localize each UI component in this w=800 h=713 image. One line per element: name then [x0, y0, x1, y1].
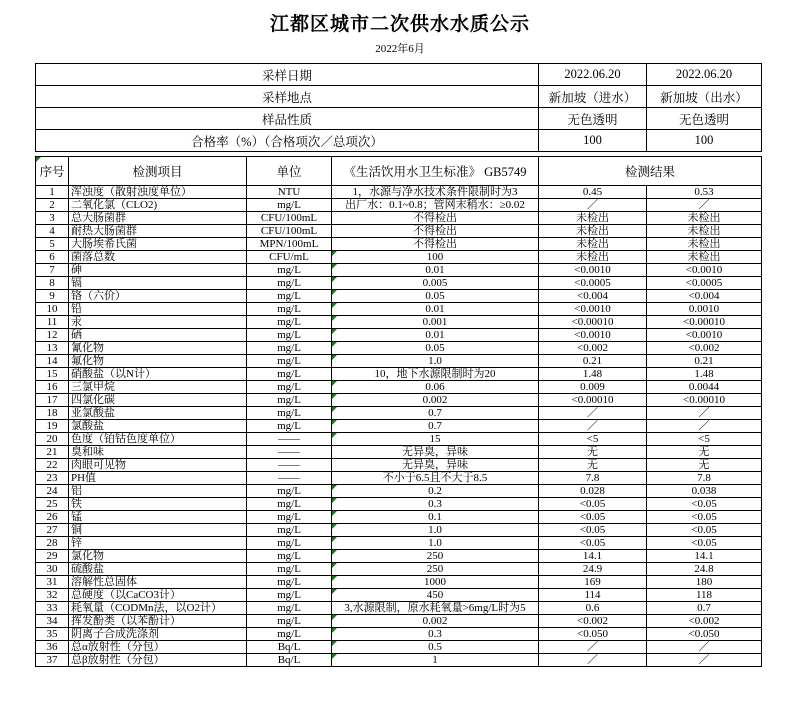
result-outlet: 7.8: [647, 472, 762, 485]
table-row: [36, 277, 762, 290]
item-name: 铅: [69, 303, 247, 316]
item-name: 总大肠菌群: [69, 212, 247, 225]
table-row: [36, 576, 762, 589]
result-inlet: ／: [539, 407, 647, 420]
result-outlet: 0.0044: [647, 381, 762, 394]
result-outlet: <0.050: [647, 628, 762, 641]
result-inlet: <0.00010: [539, 394, 647, 407]
result-outlet: 180: [647, 576, 762, 589]
unit-value: mg/L: [247, 576, 332, 589]
info-value-inlet: 2022.06.20: [539, 64, 647, 86]
standard-value: 10，地下水源限制时为20: [332, 368, 539, 381]
result-outlet: <0.05: [647, 537, 762, 550]
test-results-table: [35, 156, 762, 667]
standard-value: 0.3: [332, 628, 539, 641]
info-row: [36, 108, 762, 130]
row-index: 28: [36, 537, 69, 550]
info-value-outlet: 无色透明: [647, 108, 762, 130]
result-outlet: ／: [647, 420, 762, 433]
standard-value: 0.01: [332, 264, 539, 277]
unit-value: mg/L: [247, 316, 332, 329]
result-inlet: <0.05: [539, 498, 647, 511]
table-row: [36, 641, 762, 654]
standard-value: 250: [332, 563, 539, 576]
table-row: [36, 498, 762, 511]
item-name: 铁: [69, 498, 247, 511]
result-inlet: <0.002: [539, 615, 647, 628]
info-label: 合格率（%）（合格项次／总项次）: [36, 130, 539, 152]
result-outlet: 未检出: [647, 212, 762, 225]
row-index: 37: [36, 654, 69, 667]
result-outlet: <0.05: [647, 524, 762, 537]
standard-value: 0.002: [332, 615, 539, 628]
table-row: [36, 303, 762, 316]
unit-value: mg/L: [247, 355, 332, 368]
standard-value: 0.3: [332, 498, 539, 511]
result-inlet: 0.009: [539, 381, 647, 394]
unit-value: CFU/mL: [247, 251, 332, 264]
info-value-inlet: 无色透明: [539, 108, 647, 130]
row-index: 19: [36, 420, 69, 433]
table-row: [36, 589, 762, 602]
result-outlet: <0.00010: [647, 394, 762, 407]
unit-value: mg/L: [247, 368, 332, 381]
header-index: 序号: [36, 157, 69, 186]
unit-value: MPN/100mL: [247, 238, 332, 251]
item-name: 阴离子合成洗涤剂: [69, 628, 247, 641]
row-index: 1: [36, 186, 69, 199]
unit-value: mg/L: [247, 199, 332, 212]
result-inlet: ／: [539, 199, 647, 212]
info-label: 采样地点: [36, 86, 539, 108]
unit-value: ——: [247, 472, 332, 485]
standard-value: 0.05: [332, 290, 539, 303]
table-row: [36, 433, 762, 446]
result-outlet: <0.05: [647, 511, 762, 524]
info-label: 样品性质: [36, 108, 539, 130]
item-name: 锰: [69, 511, 247, 524]
standard-value: 不得检出: [332, 212, 539, 225]
row-index: 4: [36, 225, 69, 238]
result-inlet: <5: [539, 433, 647, 446]
result-outlet: <0.0005: [647, 277, 762, 290]
table-row: [36, 563, 762, 576]
unit-value: mg/L: [247, 381, 332, 394]
result-outlet: ／: [647, 641, 762, 654]
result-outlet: 0.53: [647, 186, 762, 199]
table-row: [36, 199, 762, 212]
row-index: 3: [36, 212, 69, 225]
row-index: 21: [36, 446, 69, 459]
tables-container: [35, 63, 761, 667]
result-outlet: 无: [647, 446, 762, 459]
table-row: [36, 524, 762, 537]
row-index: 11: [36, 316, 69, 329]
result-inlet: 未检出: [539, 238, 647, 251]
unit-value: mg/L: [247, 394, 332, 407]
item-name: 铬（六价）: [69, 290, 247, 303]
row-index: 20: [36, 433, 69, 446]
result-outlet: <0.002: [647, 615, 762, 628]
standard-value: 0.01: [332, 329, 539, 342]
standard-value: 无异臭，异味: [332, 459, 539, 472]
result-outlet: <0.00010: [647, 316, 762, 329]
item-name: 臭和味: [69, 446, 247, 459]
result-inlet: 14.1: [539, 550, 647, 563]
standard-value: 15: [332, 433, 539, 446]
item-name: 总β放射性（分包）: [69, 654, 247, 667]
result-outlet: 24.8: [647, 563, 762, 576]
result-inlet: <0.0005: [539, 277, 647, 290]
header-unit: 单位: [247, 157, 332, 186]
unit-value: mg/L: [247, 277, 332, 290]
result-outlet: ／: [647, 199, 762, 212]
item-name: 氯酸盐: [69, 420, 247, 433]
unit-value: mg/L: [247, 602, 332, 615]
unit-value: NTU: [247, 186, 332, 199]
result-inlet: <0.004: [539, 290, 647, 303]
standard-value: 0.05: [332, 342, 539, 355]
unit-value: CFU/100mL: [247, 225, 332, 238]
item-name: 亚氯酸盐: [69, 407, 247, 420]
item-name: 大肠埃希氏菌: [69, 238, 247, 251]
table-row: [36, 238, 762, 251]
result-inlet: <0.05: [539, 537, 647, 550]
standard-value: 0.005: [332, 277, 539, 290]
unit-value: ——: [247, 459, 332, 472]
result-outlet: <0.05: [647, 498, 762, 511]
table-row: [36, 394, 762, 407]
result-outlet: 未检出: [647, 225, 762, 238]
table-row: [36, 654, 762, 667]
item-name: 砷: [69, 264, 247, 277]
header-result: 检测结果: [539, 157, 762, 186]
result-outlet: 0.7: [647, 602, 762, 615]
standard-value: 450: [332, 589, 539, 602]
info-value-outlet: 100: [647, 130, 762, 152]
result-inlet: <0.05: [539, 524, 647, 537]
header-standard: 《生活饮用水卫生标准》 GB5749: [332, 157, 539, 186]
unit-value: mg/L: [247, 342, 332, 355]
item-name: 总硬度（以CaCO3计）: [69, 589, 247, 602]
table-row: [36, 550, 762, 563]
unit-value: CFU/100mL: [247, 212, 332, 225]
row-index: 5: [36, 238, 69, 251]
info-row: [36, 130, 762, 152]
item-name: 浑浊度（散射浊度单位）: [69, 186, 247, 199]
row-index: 23: [36, 472, 69, 485]
result-inlet: 169: [539, 576, 647, 589]
result-inlet: 无: [539, 459, 647, 472]
unit-value: mg/L: [247, 329, 332, 342]
info-label: 采样日期: [36, 64, 539, 86]
row-index: 30: [36, 563, 69, 576]
info-value-outlet: 新加坡（出水）: [647, 86, 762, 108]
table-row: [36, 381, 762, 394]
row-index: 12: [36, 329, 69, 342]
table-row: [36, 628, 762, 641]
results-header-row: [36, 157, 762, 186]
standard-value: 0.7: [332, 407, 539, 420]
result-inlet: 0.6: [539, 602, 647, 615]
result-outlet: 14.1: [647, 550, 762, 563]
table-row: [36, 602, 762, 615]
standard-value: 250: [332, 550, 539, 563]
table-row: [36, 355, 762, 368]
info-value-inlet: 新加坡（进水）: [539, 86, 647, 108]
item-name: 氯化物: [69, 550, 247, 563]
result-inlet: <0.0010: [539, 264, 647, 277]
standard-value: 出厂水：0.1~0.8；管网末稍水：≥0.02: [332, 199, 539, 212]
row-index: 31: [36, 576, 69, 589]
result-inlet: 未检出: [539, 251, 647, 264]
unit-value: Bq/L: [247, 641, 332, 654]
standard-value: 无异臭，异味: [332, 446, 539, 459]
row-index: 8: [36, 277, 69, 290]
result-outlet: 0.038: [647, 485, 762, 498]
table-row: [36, 212, 762, 225]
row-index: 14: [36, 355, 69, 368]
unit-value: mg/L: [247, 498, 332, 511]
info-row: [36, 86, 762, 108]
unit-value: mg/L: [247, 290, 332, 303]
item-name: 耗氧量（CODMn法，以O2计）: [69, 602, 247, 615]
table-row: [36, 615, 762, 628]
unit-value: mg/L: [247, 485, 332, 498]
standard-value: 0.002: [332, 394, 539, 407]
item-name: 菌落总数: [69, 251, 247, 264]
row-index: 24: [36, 485, 69, 498]
page-title: 江都区城市二次供水水质公示: [269, 14, 530, 35]
standard-value: 0.2: [332, 485, 539, 498]
item-name: 挥发酚类（以苯酚计）: [69, 615, 247, 628]
result-inlet: 未检出: [539, 225, 647, 238]
unit-value: mg/L: [247, 550, 332, 563]
header-item: 检测项目: [69, 157, 247, 186]
result-inlet: 0.45: [539, 186, 647, 199]
result-inlet: 114: [539, 589, 647, 602]
row-index: 2: [36, 199, 69, 212]
result-inlet: <0.0010: [539, 329, 647, 342]
table-row: [36, 485, 762, 498]
result-outlet: <0.0010: [647, 264, 762, 277]
row-index: 10: [36, 303, 69, 316]
standard-value: 0.06: [332, 381, 539, 394]
result-inlet: 24.9: [539, 563, 647, 576]
row-index: 7: [36, 264, 69, 277]
item-name: 铜: [69, 524, 247, 537]
standard-value: 0.01: [332, 303, 539, 316]
standard-value: 0.7: [332, 420, 539, 433]
unit-value: mg/L: [247, 303, 332, 316]
standard-value: 0.001: [332, 316, 539, 329]
row-index: 27: [36, 524, 69, 537]
standard-value: 1: [332, 654, 539, 667]
table-row: [36, 407, 762, 420]
row-index: 29: [36, 550, 69, 563]
item-name: 二氧化氯（CLO2): [69, 199, 247, 212]
item-name: 四氯化碳: [69, 394, 247, 407]
result-outlet: 无: [647, 459, 762, 472]
unit-value: mg/L: [247, 615, 332, 628]
row-index: 16: [36, 381, 69, 394]
item-name: 锌: [69, 537, 247, 550]
unit-value: mg/L: [247, 524, 332, 537]
result-inlet: 7.8: [539, 472, 647, 485]
result-inlet: <0.0010: [539, 303, 647, 316]
result-outlet: 118: [647, 589, 762, 602]
result-outlet: 0.21: [647, 355, 762, 368]
table-row: [36, 511, 762, 524]
unit-value: mg/L: [247, 420, 332, 433]
result-outlet: 未检出: [647, 238, 762, 251]
row-index: 18: [36, 407, 69, 420]
table-row: [36, 225, 762, 238]
item-name: 硒: [69, 329, 247, 342]
table-row: [36, 290, 762, 303]
table-row: [36, 420, 762, 433]
info-row: [36, 64, 762, 86]
result-inlet: 无: [539, 446, 647, 459]
row-index: 9: [36, 290, 69, 303]
item-name: 氟化物: [69, 355, 247, 368]
item-name: 硝酸盐（以N计）: [69, 368, 247, 381]
row-index: 33: [36, 602, 69, 615]
result-outlet: 未检出: [647, 251, 762, 264]
standard-value: 0.5: [332, 641, 539, 654]
result-inlet: 1.48: [539, 368, 647, 381]
item-name: 溶解性总固体: [69, 576, 247, 589]
unit-value: mg/L: [247, 407, 332, 420]
item-name: PH值: [69, 472, 247, 485]
result-inlet: <0.050: [539, 628, 647, 641]
item-name: 镉: [69, 277, 247, 290]
item-name: 三氯甲烷: [69, 381, 247, 394]
row-index: 22: [36, 459, 69, 472]
item-name: 耐热大肠菌群: [69, 225, 247, 238]
table-row: [36, 251, 762, 264]
item-name: 硫酸盐: [69, 563, 247, 576]
unit-value: Bq/L: [247, 654, 332, 667]
standard-value: 不得检出: [332, 238, 539, 251]
result-inlet: ／: [539, 641, 647, 654]
page-subtitle: 2022年6月: [375, 43, 425, 55]
result-inlet: ／: [539, 654, 647, 667]
result-inlet: <0.05: [539, 511, 647, 524]
unit-value: ——: [247, 433, 332, 446]
result-outlet: 0.0010: [647, 303, 762, 316]
standard-value: 1，水源与净水技术条件限制时为3: [332, 186, 539, 199]
info-value-inlet: 100: [539, 130, 647, 152]
result-outlet: 1.48: [647, 368, 762, 381]
item-name: 汞: [69, 316, 247, 329]
result-inlet: ／: [539, 420, 647, 433]
table-row: [36, 472, 762, 485]
table-row: [36, 264, 762, 277]
unit-value: mg/L: [247, 264, 332, 277]
item-name: 肉眼可见物: [69, 459, 247, 472]
row-index: 35: [36, 628, 69, 641]
row-index: 32: [36, 589, 69, 602]
item-name: 总α放射性（分包）: [69, 641, 247, 654]
result-inlet: <0.00010: [539, 316, 647, 329]
info-value-outlet: 2022.06.20: [647, 64, 762, 86]
result-outlet: ／: [647, 407, 762, 420]
result-outlet: <5: [647, 433, 762, 446]
result-inlet: <0.002: [539, 342, 647, 355]
result-outlet: <0.0010: [647, 329, 762, 342]
unit-value: mg/L: [247, 563, 332, 576]
unit-value: mg/L: [247, 511, 332, 524]
unit-value: mg/L: [247, 628, 332, 641]
item-name: 色度（铂钴色度单位）: [69, 433, 247, 446]
row-index: 17: [36, 394, 69, 407]
result-outlet: <0.004: [647, 290, 762, 303]
row-index: 13: [36, 342, 69, 355]
standard-value: 0.1: [332, 511, 539, 524]
table-row: [36, 186, 762, 199]
row-index: 15: [36, 368, 69, 381]
standard-value: 1.0: [332, 524, 539, 537]
standard-value: 3,水源限制，原水耗氧量>6mg/L时为5: [332, 602, 539, 615]
result-inlet: 0.028: [539, 485, 647, 498]
standard-value: 不得检出: [332, 225, 539, 238]
row-index: 25: [36, 498, 69, 511]
row-index: 26: [36, 511, 69, 524]
table-row: [36, 446, 762, 459]
result-outlet: ／: [647, 654, 762, 667]
standard-value: 1.0: [332, 537, 539, 550]
unit-value: ——: [247, 446, 332, 459]
standard-value: 1000: [332, 576, 539, 589]
sampling-info-table: [35, 63, 762, 152]
row-index: 34: [36, 615, 69, 628]
result-inlet: 未检出: [539, 212, 647, 225]
table-row: [36, 316, 762, 329]
standard-value: 100: [332, 251, 539, 264]
table-row: [36, 329, 762, 342]
result-inlet: 0.21: [539, 355, 647, 368]
unit-value: mg/L: [247, 537, 332, 550]
standard-value: 1.0: [332, 355, 539, 368]
item-name: 铝: [69, 485, 247, 498]
table-row: [36, 368, 762, 381]
item-name: 氰化物: [69, 342, 247, 355]
table-row: [36, 342, 762, 355]
row-index: 6: [36, 251, 69, 264]
standard-value: 不小于6.5且不大于8.5: [332, 472, 539, 485]
unit-value: mg/L: [247, 589, 332, 602]
table-row: [36, 537, 762, 550]
row-index: 36: [36, 641, 69, 654]
result-outlet: <0.002: [647, 342, 762, 355]
table-row: [36, 459, 762, 472]
